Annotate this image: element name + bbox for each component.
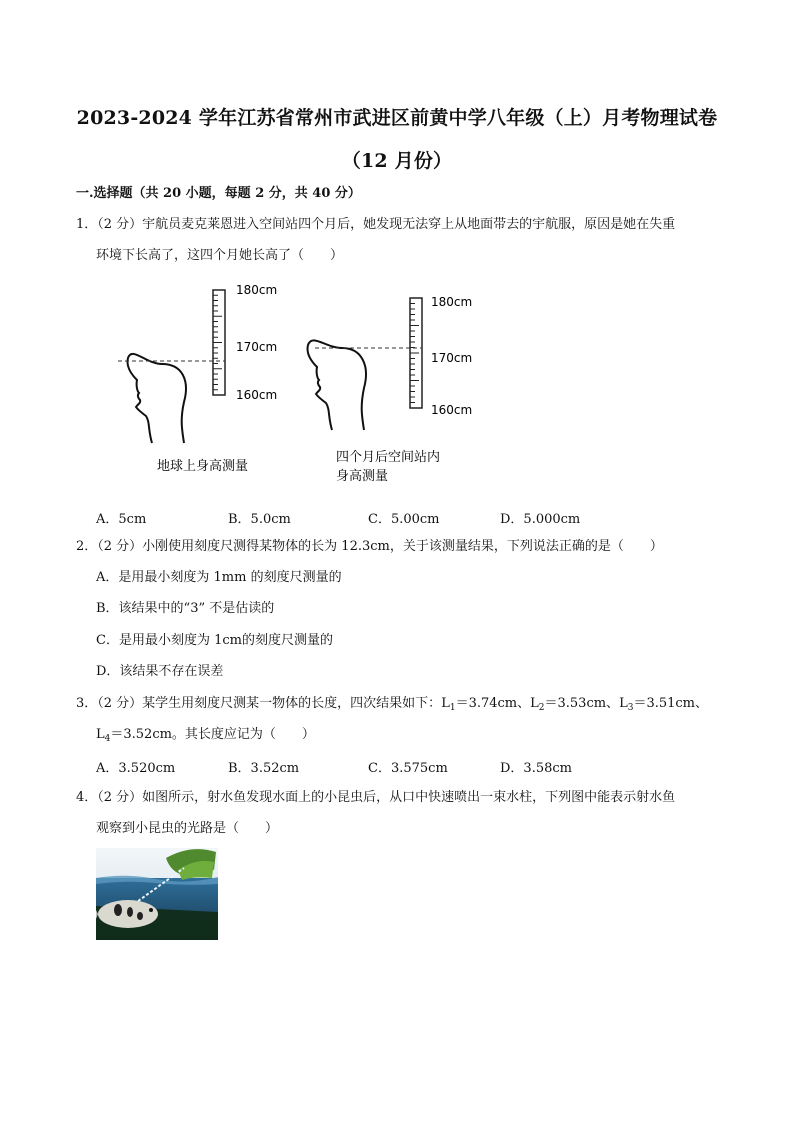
exam-title: 2023-2024 学年江苏省常州市武进区前黄中学八年级（上）月考物理试卷 (76, 107, 718, 129)
q2-option-a: A．是用最小刻度为 1mm 的刻度尺测量的 (96, 570, 342, 585)
left-ruler-tick-180: 180cm (236, 283, 278, 297)
right-ruler (410, 295, 472, 417)
archerfish-photo (96, 848, 218, 940)
question-1-text-cont: 环境下长高了，这四个月她长高了（ ） (96, 248, 344, 263)
question-2-text: 2．（2 分）小刚使用刻度尺测得某物体的长为 12.3cm，关于该测量结果，下列说法正确的是（ ） (76, 539, 663, 554)
q1-option-c: C．5.00cm (368, 512, 440, 527)
section-heading: 一.选择题（共 20 小题，每题 2 分，共 40 分） (76, 186, 361, 201)
right-caption-line2: 身高测量 (336, 469, 389, 484)
left-ruler-tick-160: 160cm (236, 388, 278, 402)
q1-option-d: D．5.000cm (500, 512, 581, 527)
question-3-text: 3．（2 分）某学生用刻度尺测某一物体的长度，四次结果如下：$L_1=3.74cm$、$L_2=3.53cm$、$L_3=3.51cm$、 (76, 696, 708, 713)
q3-option-a: A．3.520cm (96, 761, 176, 776)
right-ruler-tick-180: 180cm (431, 295, 473, 309)
right-caption-line1: 四个月后空间站内 (336, 450, 441, 465)
q1-option-b: B．5.0cm (228, 512, 291, 527)
q1-option-a: A．5cm (96, 512, 147, 527)
height-measurement-figure (100, 280, 490, 485)
left-caption: 地球上身高测量 (157, 459, 249, 474)
q2-option-d: D．该结果不存在误差 (96, 664, 224, 679)
left-ruler (213, 283, 277, 402)
question-1-text: 1．（2 分）宇航员麦克莱恩进入空间站四个月后，她发现无法穿上从地面带去的宇航服，原因是她在失重 (76, 217, 676, 232)
left-ruler-tick-170: 170cm (236, 340, 278, 354)
question-4-text: 4．（2 分）如图所示，射水鱼发现水面上的小昆虫后，从口中快速喷出一束水柱，下列图中能表示射水鱼 (76, 790, 676, 805)
right-head-silhouette (307, 340, 365, 430)
exam-title-subtitle: （12 月份） (341, 150, 453, 172)
q2-option-b: B．该结果中的“3” 不是估读的 (96, 601, 275, 616)
q3-option-c: C．3.575cm (368, 761, 448, 776)
q3-option-b: B．3.52cm (228, 761, 300, 776)
q3-option-d: D．3.58cm (500, 761, 572, 776)
question-3-text-cont: $L_4=3.52cm$。其长度应记为（ ） (96, 727, 315, 744)
right-ruler-tick-170: 170cm (431, 351, 473, 365)
question-4-text-cont: 观察到小昆虫的光路是（ ） (96, 821, 279, 836)
left-head-silhouette (127, 354, 185, 443)
q2-option-c: C．是用最小刻度为 1cm的刻度尺测量的 (96, 633, 333, 648)
right-ruler-tick-160: 160cm (431, 403, 473, 417)
